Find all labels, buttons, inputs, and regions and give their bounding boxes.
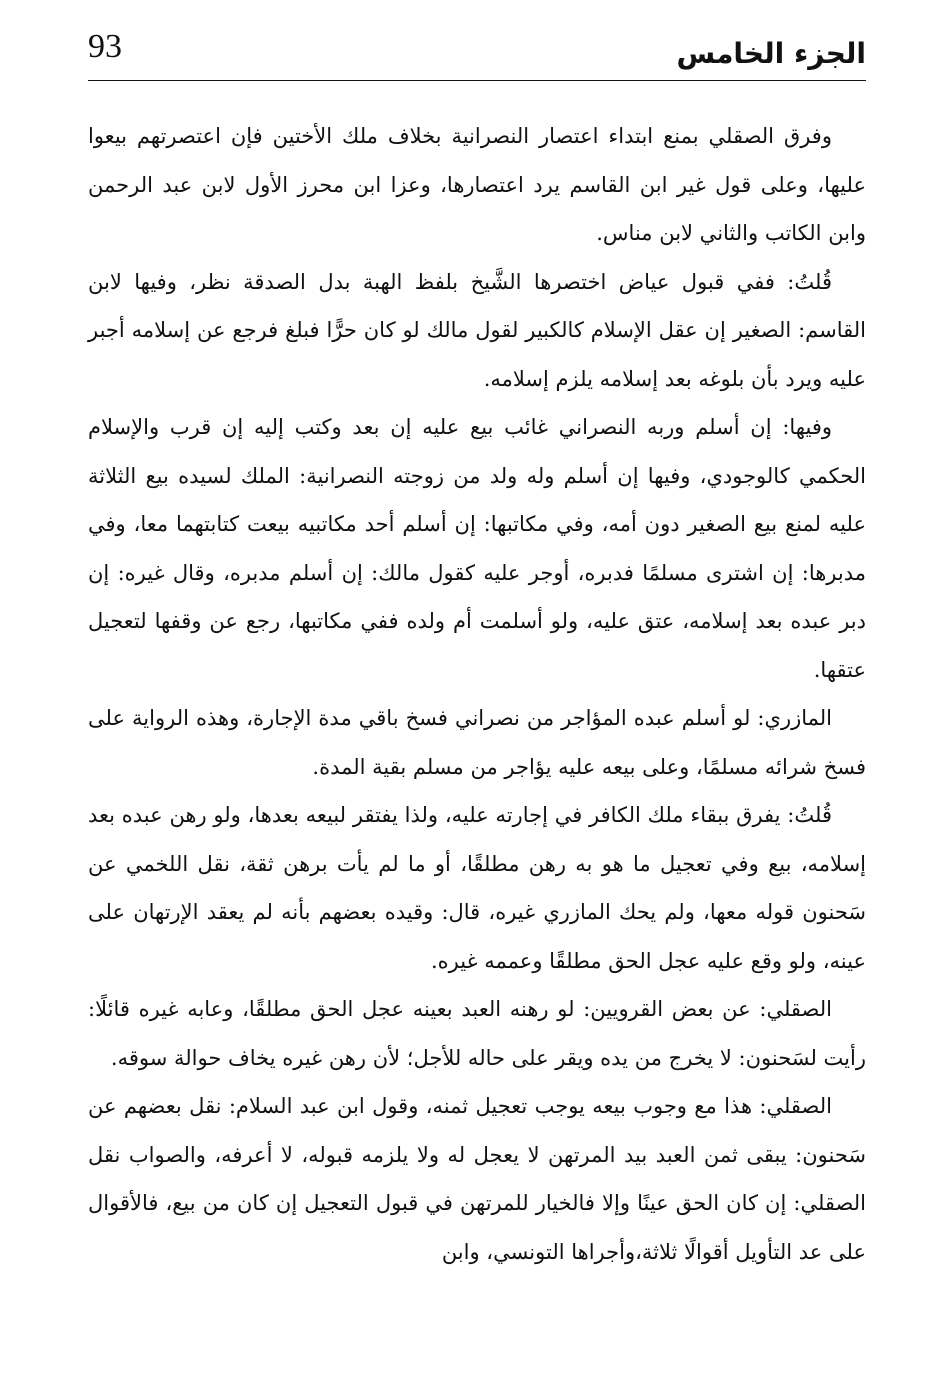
paragraph: الصقلي: عن بعض القرويين: لو رهنه العبد بعينه عجل الحق مطلقًا، وعابه غيره قائلًا: رأيت لسَحنون: لا يخرج من يده ويقر على حاله للأجل؛ لأن رهن غيره يخاف حوالة سوقه.	[88, 997, 866, 1070]
page-header	[88, 26, 866, 82]
body-text	[88, 112, 866, 1276]
paragraph: وفرق الصقلي بمنع ابتداء اعتصار النصرانية بخلاف ملك الأختين فإن اعتصرتهم بيعوا عليها، وعلى قول غير ابن القاسم يرد اعتصارها، وعزا ابن محرز الأول لابن عبد الرحمن وابن الكاتب والثاني لابن مناس.	[88, 124, 866, 245]
header-divider	[88, 80, 866, 81]
page-number: 93	[88, 28, 122, 65]
paragraph: قُلتُ: يفرق ببقاء ملك الكافر في إجارته عليه، ولذا يفتقر لبيعه بعدها، ولو رهن عبده بعد إسلامه، بيع وفي تعجيل ما هو به رهن مطلقًا، أو ما لم يأت برهن ثقة، نقل اللخمي عن سَحنون قوله معها، ولم يحك المازري غيره، قال: وقيده بعضهم بأنه لم يعقد الإرتهان على عينه، ولو وقع عليه عجل الحق مطلقًا وعممه غيره.	[88, 803, 866, 973]
paragraph: قُلتُ: ففي قبول عياض اختصرها الشَّيخ بلفظ الهبة بدل الصدقة نظر، وفيها لابن القاسم: الصغير إن عقل الإسلام كالكبير لقول مالك لو كان حرًّا فبلغ فرجع عن إسلامه أجبر عليه ويرد بأن بلوغه بعد إسلامه يلزم إسلامه.	[88, 269, 866, 391]
paragraph: الصقلي: هذا مع وجوب بيعه يوجب تعجيل ثمنه، وقول ابن عبد السلام: نقل بعضهم عن سَحنون: يبقى ثمن العبد بيد المرتهن لا يعجل له ولا يلزمه قبوله، لا أعرفه، والصواب نقل الصقلي: إن كان الحق عينًا وإلا فالخيار للمرتهن في قبول التعجيل إن كان من بيع، فالأقوال على عد التأويل أقوالًا ثلاثة،وأجراها التونسي، وابن	[88, 1094, 866, 1264]
paragraph: المازري: لو أسلم عبده المؤاجر من نصراني فسخ باقي مدة الإجارة، وهذه الرواية على فسخ شرائه مسلمًا، وعلى بيعه عليه يؤاجر من مسلم بقية المدة.	[88, 706, 866, 779]
running-header-title: الجزء الخامس	[676, 37, 866, 70]
paragraph: وفيها: إن أسلم وربه النصراني غائب بيع عليه إن بعد وكتب إليه إن قرب والإسلام الحكمي كالوجودي، وفيها إن أسلم وله ولد من زوجته النصرانية: الملك لسيده بيع الثلاثة عليه لمنع بيع الصغير دون أمه، وفي مكاتبها: إن أسلم أحد مكاتبيه بيعت كتابتهما معا، وفي مدبرها: إن اشترى مسلمًا فدبره، أوجر عليه كقول مالك: إن أسلم مدبره، وقال غيره: إن دبر عبده بعد إسلامه، عتق عليه، ولو أسلمت أم ولده ففي مكاتبها، رجع عن وقفها لتعجيل عتقها.	[88, 415, 866, 682]
